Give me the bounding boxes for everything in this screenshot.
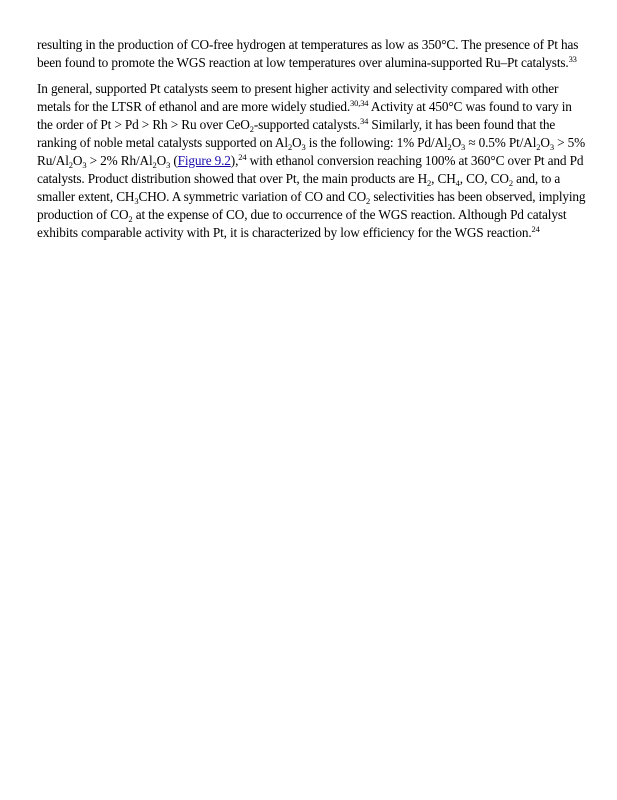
subscript: 2 xyxy=(287,142,293,152)
text-run: O xyxy=(451,135,462,150)
subscript: 3 xyxy=(549,142,554,152)
text-run: > 2% Rh/Al xyxy=(86,153,153,168)
text-run: > 5% Ru/Al xyxy=(37,135,586,168)
subscript: 2 xyxy=(427,178,432,188)
text-run: selectivities has been observed, implying production of CO xyxy=(37,189,586,222)
text-run: CHO. A symmetric variation of CO and CO xyxy=(138,189,367,204)
figure-link[interactable]: Figure 9.2 xyxy=(177,153,231,168)
citation: 24 xyxy=(238,152,247,162)
subscript: 2 xyxy=(68,160,73,170)
paragraph-pt-catalysts xyxy=(37,80,587,242)
subscript: 4 xyxy=(455,178,460,188)
citation: 34 xyxy=(360,116,369,126)
text-run: , CO, CO xyxy=(459,171,509,186)
text-run: ( xyxy=(170,153,178,168)
text-run: -supported catalysts. xyxy=(253,117,361,132)
text-run: Similarly, it has been found that the ranking of noble metal catalysts supported on Al xyxy=(37,117,556,150)
citation: 30,34 xyxy=(350,98,369,108)
document-page xyxy=(37,36,587,242)
subscript: 3 xyxy=(82,160,87,170)
citation: 24 xyxy=(531,224,540,234)
text-run: resulting in the production of CO-free hydrogen at temperatures as low as 350°C. The presence of Pt has been found to promote the WGS reaction at low temperatures over alumina-supported Ru–Pt catalysts. xyxy=(37,37,579,70)
text-run: In general, supported Pt catalysts seem to present higher activity and selectivity compared with other metals for the LTSR of ethanol and are more widely studied. xyxy=(37,81,559,114)
subscript: 2 xyxy=(508,178,513,188)
subscript: 3 xyxy=(461,142,466,152)
citation: 33 xyxy=(568,54,577,64)
paragraph-continuation xyxy=(37,36,587,72)
subscript: 3 xyxy=(301,142,306,152)
subscript: 3 xyxy=(134,196,139,206)
text-run: O xyxy=(72,153,83,168)
subscript: 2 xyxy=(128,214,133,224)
text-run: O xyxy=(156,153,167,168)
text-run: and, to a smaller extent, CH xyxy=(37,171,561,204)
text-run: O xyxy=(292,135,302,150)
subscript: 2 xyxy=(366,196,371,206)
text-run: ≈ 0.5% Pt/Al xyxy=(465,135,537,150)
subscript: 2 xyxy=(536,142,541,152)
subscript: 3 xyxy=(166,160,171,170)
text-run: ), xyxy=(230,153,239,168)
text-run: at the expense of CO, due to occurrence of the WGS reaction. Although Pd catalyst exhibits comparable activity with Pt, it is characterized by low efficiency for the WGS reaction. xyxy=(37,207,567,240)
text-run: Activity at 450°C was found to vary in the order of Pt > Pd > Rh > Ru over CeO xyxy=(37,99,572,132)
text-run: , CH xyxy=(431,171,456,186)
text-run: O xyxy=(540,135,550,150)
subscript: 2 xyxy=(249,124,254,134)
text-run: is the following: 1% Pd/Al xyxy=(305,135,448,150)
subscript: 2 xyxy=(447,142,452,152)
text-run: with ethanol conversion reaching 100% at 360°C over Pt and Pd catalysts. Product distribution showed that over Pt, the main products are H xyxy=(37,153,584,186)
subscript: 2 xyxy=(152,160,157,170)
